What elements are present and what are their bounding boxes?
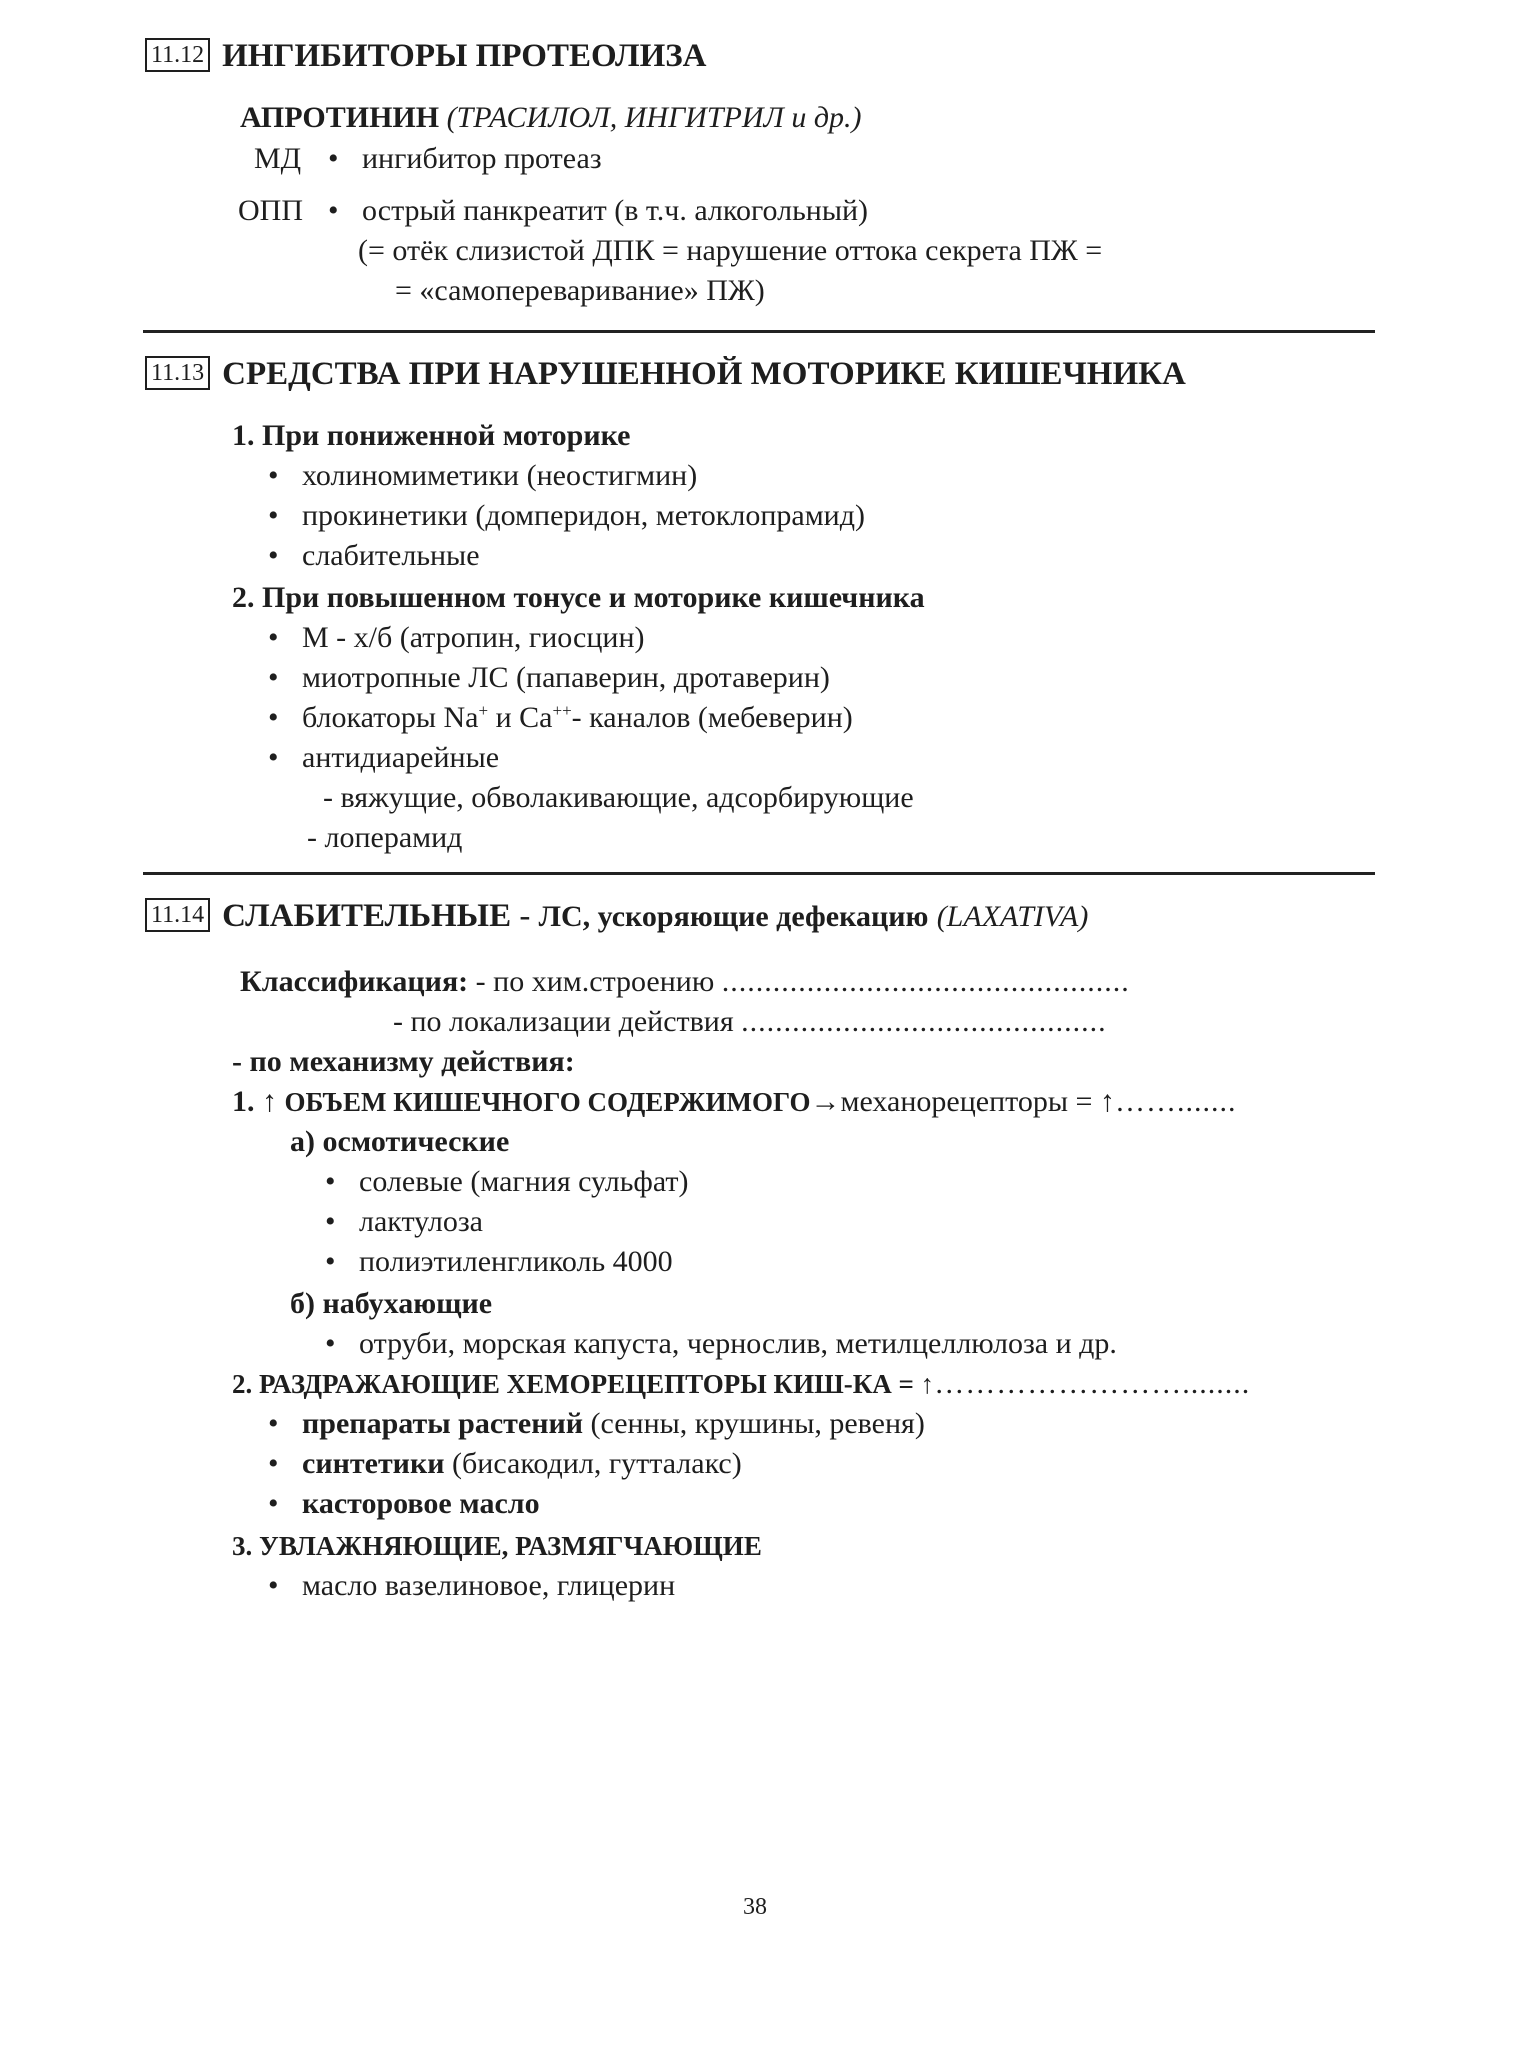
bullet-icon: • xyxy=(268,1487,279,1520)
classification-line: Классификация: - по хим.строению ................................................ xyxy=(240,965,1130,998)
bullet-icon: • xyxy=(325,1245,336,1278)
bullet-icon: • xyxy=(268,741,279,774)
list-item: • солевые (магния сульфат) xyxy=(325,1165,689,1198)
list-item: • прокинетики (домперидон, метоклопрамид) xyxy=(268,499,865,532)
mechanism-2: 2. РАЗДРАЖАЮЩИЕ ХЕМОРЕЦЕПТОРЫ КИШ-КА = ↑……………………........ xyxy=(232,1367,1251,1400)
opp-label: ОПП xyxy=(238,194,303,227)
bullet-icon: • xyxy=(325,1165,336,1198)
bullet-icon: • xyxy=(328,194,339,227)
bullet-icon: • xyxy=(268,1447,279,1480)
bullet-icon: • xyxy=(268,621,279,654)
bullet-icon: • xyxy=(268,499,279,532)
up-arrow-icon: ↑ xyxy=(262,1085,277,1118)
list-item: • М - х/б (атропин, гиосцин) xyxy=(268,621,645,654)
swelling-heading: б) набухающие xyxy=(290,1287,493,1320)
list-item: • синтетики (бисакодил, гутталакс) xyxy=(268,1447,742,1480)
section-number-badge: 11.12 xyxy=(145,38,210,72)
opp-line xyxy=(238,193,303,229)
list-item: • полиэтиленгликоль 4000 xyxy=(325,1245,673,1278)
list-item: • миотропные ЛС (папаверин, дротаверин) xyxy=(268,661,830,694)
bullet-icon: • xyxy=(325,1327,336,1360)
aprotinin-line xyxy=(240,100,861,136)
drug-name: АПРОТИНИН xyxy=(240,101,440,134)
opp-text-line xyxy=(328,193,868,229)
group-2-heading: 2. При повышенном тонусе и моторике кишечника xyxy=(232,581,925,614)
group-1-heading: 1. При пониженной моторике xyxy=(232,419,631,452)
list-item: • холиномиметики (неостигмин) xyxy=(268,459,698,492)
list-item: • касторовое масло xyxy=(268,1487,540,1520)
latin-name: (LAXATIVA) xyxy=(936,900,1089,933)
page-number: 38 xyxy=(743,1894,767,1920)
mechanism-1: 1. ↑ ОБЪЕМ КИШЕЧНОГО СОДЕРЖИМОГО→механорецепторы = ↑……....... xyxy=(232,1085,1237,1118)
sub-item: - лоперамид xyxy=(307,821,463,854)
bullet-icon: • xyxy=(268,459,279,492)
md-label: МД xyxy=(254,142,302,175)
section-11-12-heading xyxy=(145,36,707,76)
section-title: СЛАБИТЕЛЬНЫЕ xyxy=(222,898,512,934)
section-number-badge: 11.14 xyxy=(145,898,210,932)
mechanism-heading: - по механизму действия: xyxy=(232,1045,575,1078)
md-text: ингибитор протеаз xyxy=(362,142,602,175)
opp-text: острый панкреатит (в т.ч. алкогольный) xyxy=(362,194,869,227)
bullet-icon: • xyxy=(268,661,279,694)
bullet-icon: • xyxy=(268,539,279,572)
list-item-blockers: • блокаторы Na+ и Ca++- каналов (мебеверин) xyxy=(268,701,853,734)
bullet-icon: • xyxy=(325,1205,336,1238)
section-11-14-heading: 11.14 СЛАБИТЕЛЬНЫЕ - ЛС, ускоряющие дефекацию (LAXATIVA) xyxy=(145,896,1088,937)
bullet-icon: • xyxy=(328,142,339,175)
bullet-icon: • xyxy=(268,1407,279,1440)
opp-line-2: (= отёк слизистой ДПК = нарушение оттока секрета ПЖ = xyxy=(358,234,1103,267)
section-title: СРЕДСТВА ПРИ НАРУШЕННОЙ МОТОРИКЕ КИШЕЧНИКА xyxy=(222,356,1186,392)
opp-line-3: = «самопереваривание» ПЖ) xyxy=(395,274,765,307)
list-item: • антидиарейные xyxy=(268,741,500,774)
list-item: • препараты растений (сенны, крушины, ревеня) xyxy=(268,1407,925,1440)
list-item: • масло вазелиновое, глицерин xyxy=(268,1569,676,1602)
bullet-icon: • xyxy=(268,701,279,734)
md-line xyxy=(254,141,301,177)
section-11-13-heading xyxy=(145,354,1186,394)
list-item: • отруби, морская капуста, чернослив, метилцеллюлоза и др. xyxy=(325,1327,1117,1360)
md-text-line xyxy=(328,141,602,177)
bullet-icon: • xyxy=(268,1569,279,1602)
section-divider xyxy=(143,330,1375,333)
list-item: • слабительные xyxy=(268,539,480,572)
osmotic-heading: а) осмотические xyxy=(290,1125,510,1158)
classification-line-2: - по локализации действия ........................................... xyxy=(393,1005,1107,1038)
section-title: ИНГИБИТОРЫ ПРОТЕОЛИЗА xyxy=(222,38,707,74)
classification-label: Классификация: xyxy=(240,965,469,998)
sub-item: - вяжущие, обволакивающие, адсорбирующие xyxy=(323,781,914,814)
drug-synonyms: (ТРАСИЛОЛ, ИНГИТРИЛ и др.) xyxy=(446,101,862,134)
section-divider xyxy=(143,872,1375,875)
list-item: • лактулоза xyxy=(325,1205,483,1238)
section-number-badge: 11.13 xyxy=(145,356,210,390)
mechanism-3: 3. УВЛАЖНЯЮЩИЕ, РАЗМЯГЧАЮЩИЕ xyxy=(232,1531,762,1561)
